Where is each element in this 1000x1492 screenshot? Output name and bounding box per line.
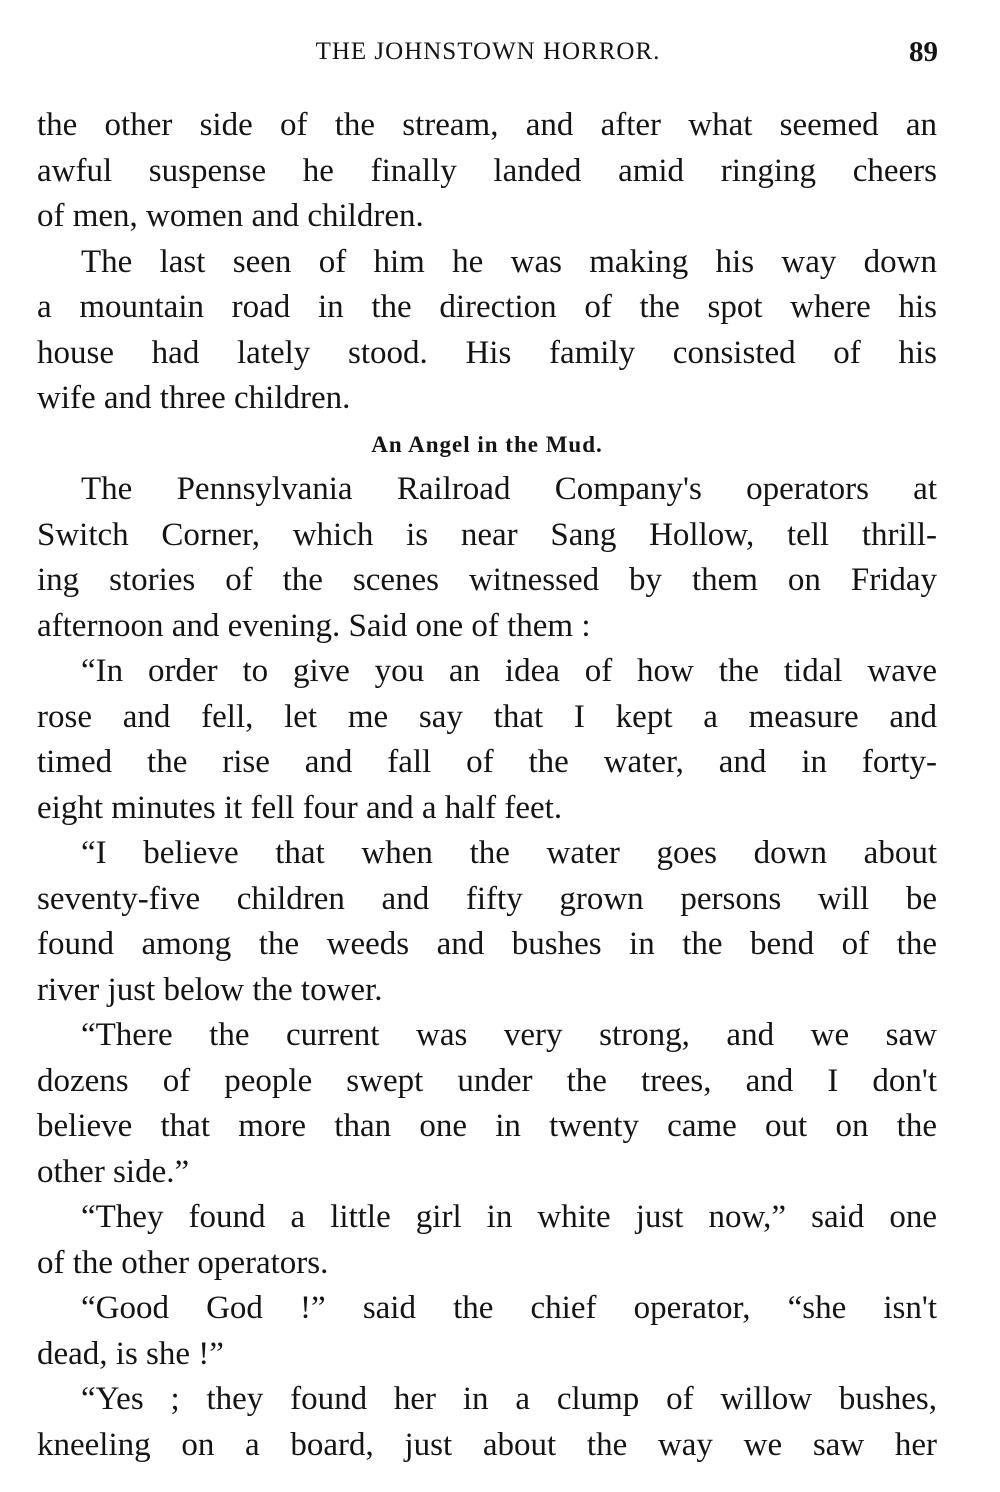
text-line: of men, women and children. [37,198,424,234]
text-line: Switch Corner, which is near Sang Hollow, tell thrill- [37,516,937,553]
text-line: other side.” [37,1153,190,1190]
text-line: house had lately stood. His family consisted of his [37,334,937,371]
text-line: found among the weeds and bushes in the bend of the [37,926,937,962]
text-line: “Good God !” said the chief operator, “she isn't [81,1290,937,1326]
text-line: of the other operators. [37,1244,329,1281]
text-line: a mountain road in the direction of the spot where his [37,289,937,325]
text-line: believe that more than one in twenty came out on the [37,1108,937,1144]
text-line: “In order to give you an idea of how the tidal wave [81,653,937,689]
text-line: “I believe that when the water goes down about [81,835,937,871]
text-line: the other side of the stream, and after what seemed an [37,107,937,143]
section-heading: An Angel in the Mud. [371,431,603,457]
text-line: timed the rise and fall of the water, and in forty- [37,744,937,780]
text-line: The last seen of him he was making his way down [81,243,937,280]
text-line: seventy-five children and fifty grown persons will be [37,880,937,917]
text-line: “Yes ; they found her in a clump of willow bushes, [81,1381,937,1417]
body-text [37,103,937,1468]
text-line: river just below the tower. [37,971,383,1008]
text-line: wife and three children. [37,380,351,416]
text-line: eight minutes it fell four and a half feet. [37,789,563,826]
text-line: afternoon and evening. Said one of them : [37,607,591,644]
page-number: 89 [909,36,938,68]
text-line: The Pennsylvania Railroad Company's operators at [81,471,937,507]
text-line: “There the current was very strong, and we saw [81,1017,937,1053]
text-line: ing stories of the scenes witnessed by them on Friday [37,562,937,598]
text-line: “They found a little girl in white just now,” said one [81,1199,937,1235]
text-line: rose and fell, let me say that I kept a measure and [37,698,937,735]
text-line: awful suspense he finally landed amid ringing cheers [37,152,937,189]
text-line: dozens of people swept under the trees, and I don't [37,1062,937,1099]
running-title: THE JOHNSTOWN HORROR. [315,38,661,65]
text-line: dead, is she !” [37,1335,224,1372]
running-head [36,38,940,78]
text-line: kneeling on a board, just about the way we saw her [37,1426,937,1463]
